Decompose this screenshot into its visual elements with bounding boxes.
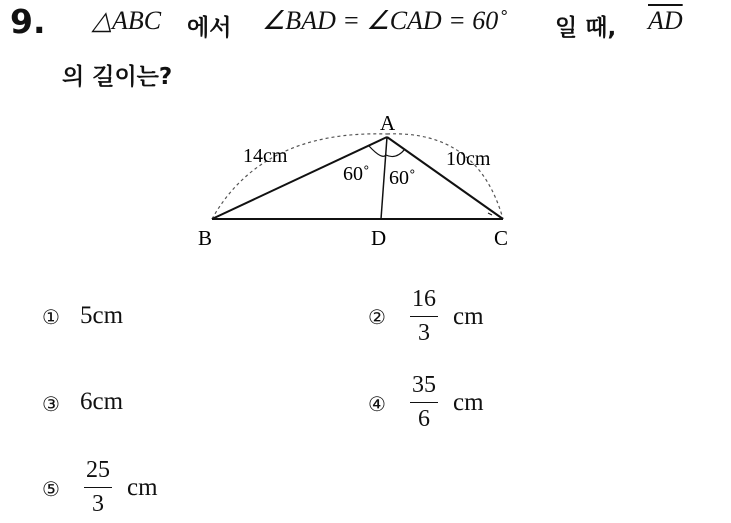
- angle-equation: ∠BAD = ∠CAD = 60˚: [262, 6, 507, 35]
- angle-bad-arc: [369, 146, 386, 156]
- fraction-bar: [410, 316, 438, 317]
- stem-text-il-ttae: 일 때,: [555, 15, 617, 41]
- choice-3-mark[interactable]: ③: [42, 392, 60, 416]
- choice-5-unit: cm: [127, 474, 158, 501]
- angle-bad-value: 60˚: [343, 163, 370, 185]
- side-ab-length: 14cm: [243, 145, 288, 167]
- vertex-c-mark: [488, 213, 492, 215]
- choice-5-fraction[interactable]: [84, 458, 112, 516]
- angle-cad-arc: [386, 149, 405, 157]
- choice-4-numerator: 35: [412, 372, 436, 398]
- fraction-bar: [410, 402, 438, 403]
- choice-2-numerator: 16: [412, 286, 436, 312]
- choice-3-value[interactable]: 6cm: [80, 388, 124, 415]
- triangle-abc-label: △ABC: [92, 6, 162, 35]
- choice-5-mark[interactable]: ⑤: [42, 477, 60, 501]
- choice-5-denominator: 3: [92, 491, 104, 517]
- choice-2-denominator: 3: [418, 320, 430, 346]
- side-ac-length: 10cm: [446, 148, 491, 170]
- vertex-c-label: C: [494, 226, 509, 250]
- choice-4-unit: cm: [453, 389, 484, 416]
- angle-cad-value: 60˚: [389, 167, 416, 189]
- choice-4-mark[interactable]: ④: [368, 392, 386, 416]
- fraction-bar: [84, 487, 112, 488]
- segment-ad-label: $\overline{AD}$: [648, 6, 683, 35]
- vertex-d-label: D: [371, 226, 387, 250]
- vertex-b-label: B: [198, 226, 213, 250]
- choice-5-numerator: 25: [86, 457, 110, 483]
- choice-2-mark[interactable]: ②: [368, 305, 386, 329]
- choice-1-mark[interactable]: ①: [42, 305, 60, 329]
- choice-4-denominator: 6: [418, 406, 430, 432]
- choice-2-unit: cm: [453, 303, 484, 330]
- vertex-a-label: A: [380, 111, 396, 135]
- choice-4-fraction[interactable]: [410, 373, 438, 431]
- choice-2-fraction[interactable]: [410, 287, 438, 345]
- question-number: 9.: [10, 2, 46, 41]
- choice-1-value[interactable]: 5cm: [80, 302, 124, 329]
- stem-text-eseo: 에서: [187, 15, 232, 41]
- stem-line-2: 의 길이는?: [62, 64, 173, 90]
- segment-ad: [381, 137, 387, 219]
